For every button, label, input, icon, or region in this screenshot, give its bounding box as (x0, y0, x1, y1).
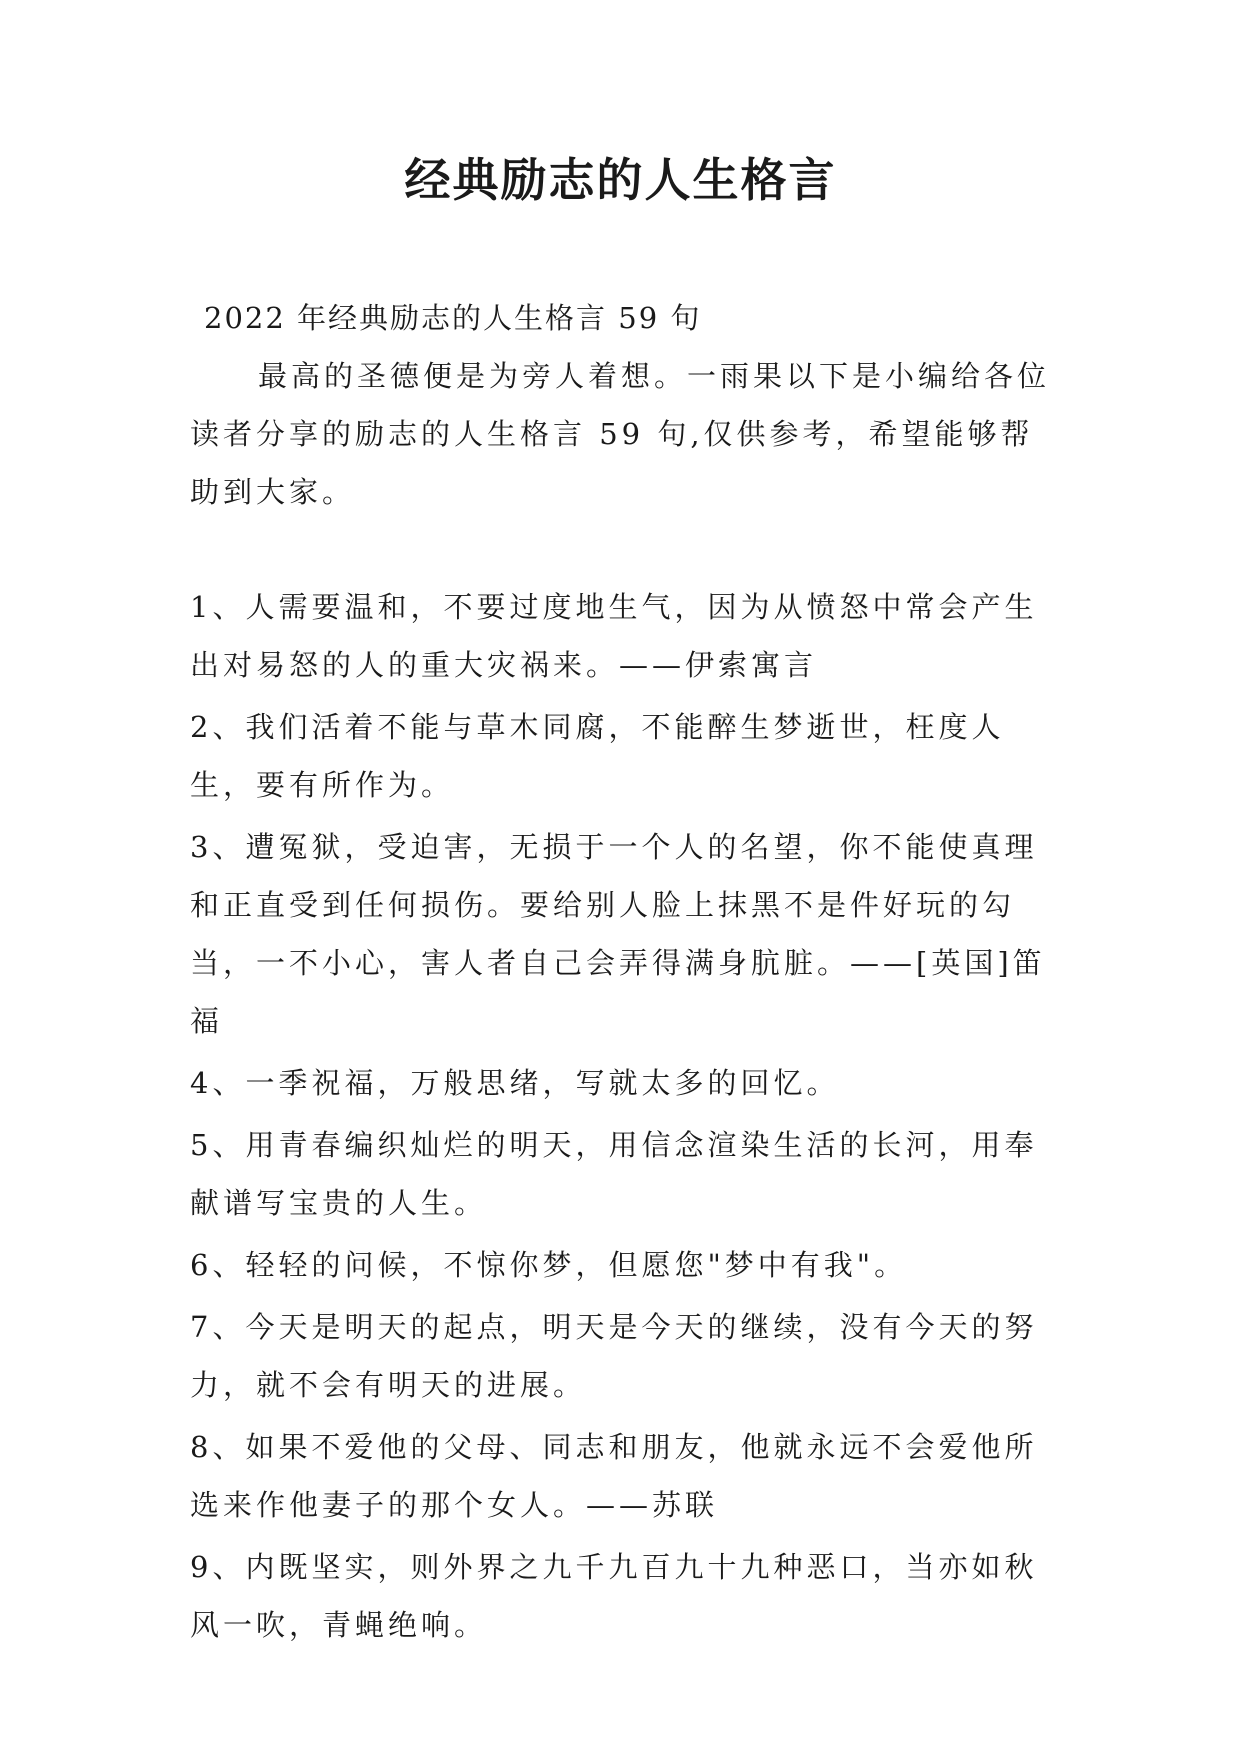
intro-paragraph: 最高的圣德便是为旁人着想。一雨果以下是小编给各位读者分享的励志的人生格言 59 句,仅供参考，希望能够帮助到大家。 (190, 359, 1051, 509)
quote-item: 4、一季祝福，万般思绪，写就太多的回忆。 (190, 1066, 840, 1100)
quote-item: 3、遭冤狱，受迫害，无损于一个人的名望，你不能使真理和正直受到任何损伤。要给别人脸上抹黑不是件好玩的勾当，一不小心，害人者自己会弄得满身肮脏。——[英国]笛福 (190, 830, 1046, 1038)
quote-item: 5、用青春编织灿烂的明天，用信念渲染生活的长河，用奉献谱写宝贵的人生。 (190, 1128, 1038, 1220)
document-subtitle: 2022 年经典励志的人生格言 59 句 (204, 301, 702, 335)
quote-item: 8、如果不爱他的父母、同志和朋友，他就永远不会爱他所选来作他妻子的那个女人。——苏联 (190, 1430, 1038, 1522)
quote-item: 1、人需要温和，不要过度地生气，因为从愤怒中常会产生出对易怒的人的重大灾祸来。——伊索寓言 (190, 590, 1038, 682)
quote-item: 9、内既坚实，则外界之九千九百九十九种恶口，当亦如秋风一吹，青蝇绝响。 (190, 1550, 1038, 1642)
quote-item: 6、轻轻的问候，不惊你梦，但愿您"梦中有我"。 (190, 1248, 908, 1282)
quote-list (190, 578, 1060, 1658)
quote-item: 2、我们活着不能与草木同腐，不能醉生梦逝世，枉度人生，要有所作为。 (190, 710, 1005, 802)
quote-item: 7、今天是明天的起点，明天是今天的继续，没有今天的努力，就不会有明天的进展。 (190, 1310, 1038, 1402)
document-title: 经典励志的人生格言 (404, 153, 837, 207)
